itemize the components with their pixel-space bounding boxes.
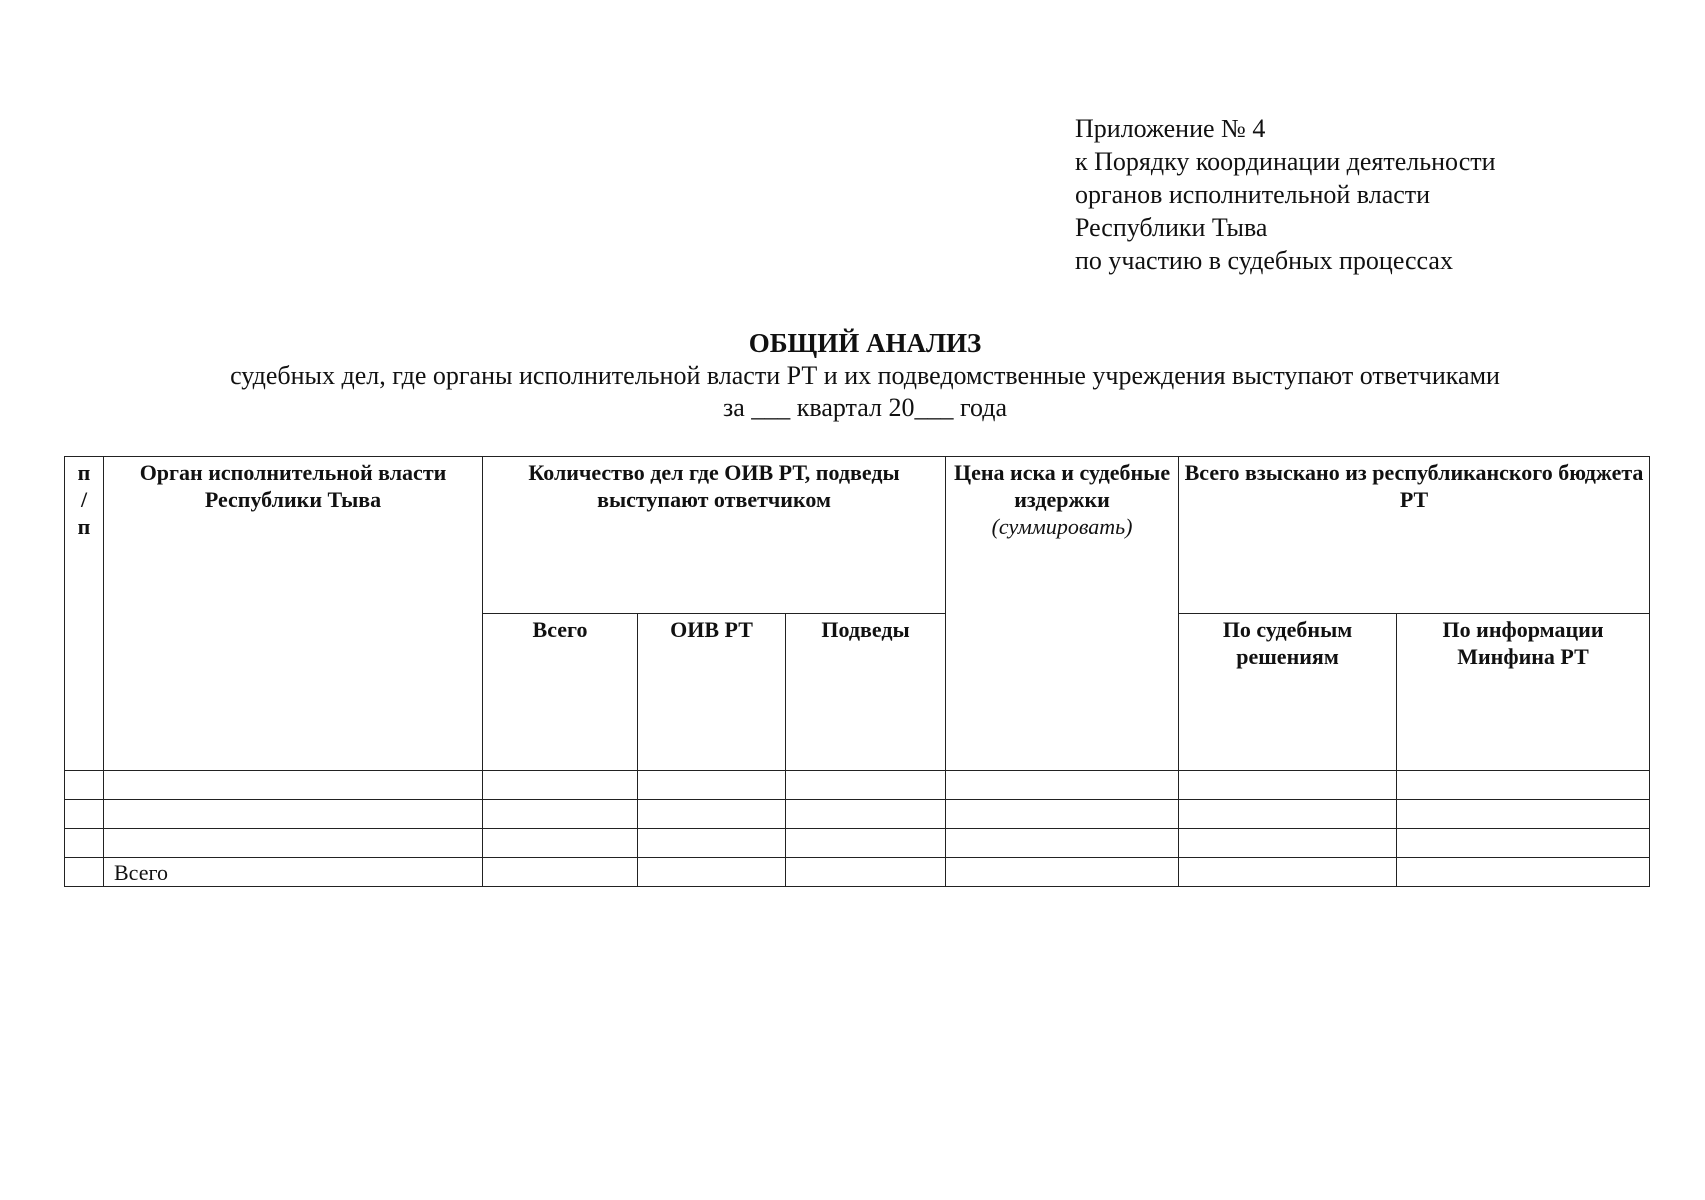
header-claim-note: (суммировать) — [991, 514, 1133, 539]
header-row-number: п / п — [65, 457, 104, 771]
header-recovered-group: Всего взыскано из республиканского бюджета РТ — [1179, 457, 1650, 614]
appendix-line: по участию в судебных процессах — [1075, 246, 1453, 275]
appendix-line: Республики Тыва — [1075, 213, 1268, 242]
appendix-line: к Порядку координации деятельности — [1075, 147, 1496, 176]
header-recovered-court: По судебным решениям — [1179, 614, 1397, 771]
table-total-row — [65, 858, 1650, 887]
header-cases-oiv: ОИВ РТ — [638, 614, 786, 771]
header-recovered-minfin: По информации Минфина РТ — [1397, 614, 1650, 771]
analysis-table — [64, 456, 1650, 887]
report-period: за ___ квартал 20___ года — [722, 393, 1008, 422]
header-cases-sub: Подведы — [786, 614, 946, 771]
document-subtitle: судебных дел, где органы исполнительной власти РТ и их подведомственные учреждения выступают ответчиками — [230, 361, 1500, 390]
table-row — [65, 771, 1650, 800]
document-heading — [0, 326, 1705, 424]
header-organ: Орган исполнительной власти Республики Тыва — [104, 457, 483, 771]
appendix-line: Приложение № 4 — [1075, 114, 1266, 143]
header-claim-price: Цена иска и судебные издержки (суммировать) — [946, 457, 1179, 771]
header-cases-group: Количество дел где ОИВ РТ, подведы выступают ответчиком — [483, 457, 946, 614]
table-row — [65, 829, 1650, 858]
table-row — [65, 800, 1650, 829]
document-title: ОБЩИЙ АНАЛИЗ — [748, 328, 982, 358]
appendix-line: органов исполнительной власти — [1075, 180, 1431, 209]
appendix-note — [1075, 112, 1496, 277]
total-row-label: Всего — [104, 858, 483, 887]
header-cases-total: Всего — [483, 614, 638, 771]
